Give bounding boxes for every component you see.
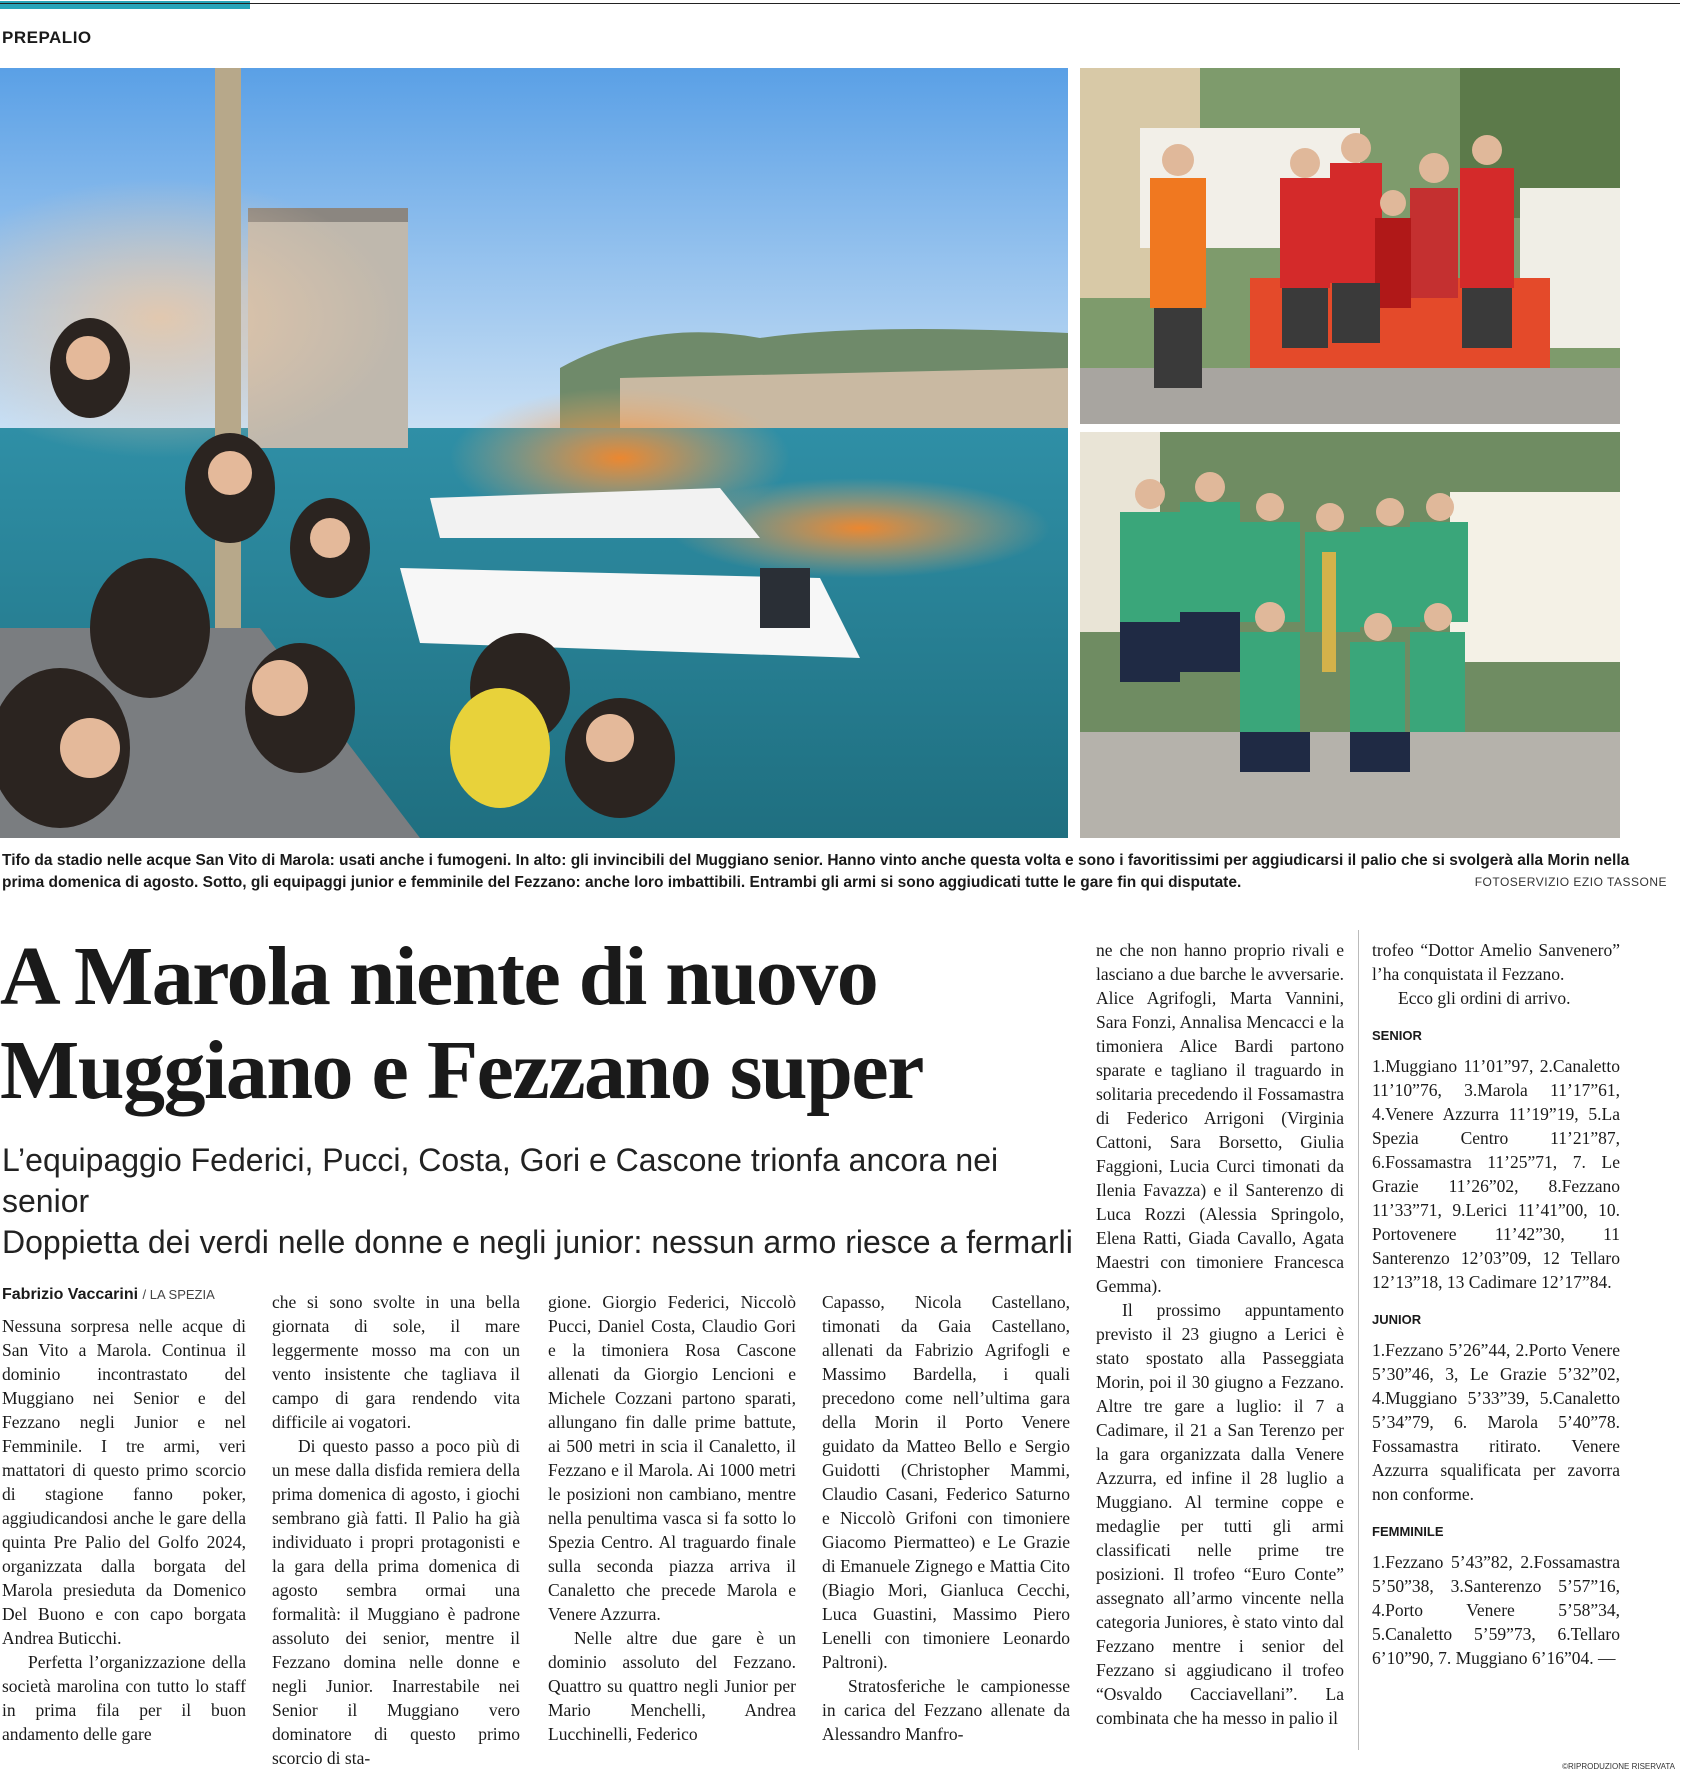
section-label: PREPALIO xyxy=(2,28,92,47)
results-senior: 1.Muggiano 11’01”97, 2.Canaletto 11’10”76, 3.Marola 11’17”61, 4.Venere Azzurra 11’19”19, 5.La Spezia Centro 11’21”87, 6.Fossamastra 11’25”71, 7. Le Grazie 11’26”02, 8.Fezzano 11’33”71, 9.Lerici 11’41”00, 10. Portovenere 11’42”30, 11 Santerenzo 12’03”09, 12 Tellaro 12’13”18, 13 Cadimare 12’17”84. xyxy=(1372,1056,1620,1292)
main-photo-illustration xyxy=(0,68,1068,838)
column-1-paragraph-2: Perfetta l’organizzazione della società marolina con tutto lo staff in prima fila per il buon andamento delle gare xyxy=(2,1652,246,1744)
column-3-paragraph-1: gione. Giorgio Federici, Niccolò Pucci, Daniel Costa, Claudio Gori e la timoniera Rosa Cascone allenati da Giorgio Lencioni e Michele Cozzani partono sparati, allungano fin dalle prime battute, ai 500 metri in scia il Canaletto, il Fezzano e il Marola. Ai 1000 metri le posizioni non cambiano, mentre nella penultima vasca si fa sotto lo Spezia Centro. Al traguardo finale sulla seconda piazza arriva il Canaletto che precede Marola e Venere Azzurra. xyxy=(548,1292,796,1624)
results-junior: 1.Fezzano 5’26”44, 2.Porto Venere 5’30”46, 3, Le Grazie 5’32”02, 4.Muggiano 5’33”39, 5.Canaletto 5’34”79, 6. Marola 5’40”78. Fossamastra ritirato. Venere Azzurra squalificata per zavorra non conforme. xyxy=(1372,1340,1620,1504)
photo-caption: Tifo da stadio nelle acque San Vito di Marola: usati anche i fumogeni. In alto: gli invincibili del Muggiano senior. Hanno vinto anche questa volta e sono i favoritissimi per aggiudicarsi il palio che si svolgerà alla Morin nella prima domenica di agosto. Sotto, gli equipaggi junior e femminile del Fezzano: anche loro imbattibili. Entrambi gli armi si sono aggiudicati tutte le gare fin qui disputate. xyxy=(2,852,1630,891)
subhead-line-2: Doppietta dei verdi nelle donne e negli junior: nessun armo riesce a fermarli xyxy=(2,1224,1073,1260)
byline-author: Fabrizio Vaccarini xyxy=(2,1286,139,1303)
column-4-paragraph-2: Stratosferiche le campionesse in carica del Fezzano allenate da Alessandro Manfro- xyxy=(822,1676,1070,1744)
byline-place: / LA SPEZIA xyxy=(142,1287,215,1302)
top-right-photo xyxy=(1080,68,1620,424)
column-5-paragraph-1: ne che non hanno proprio rivali e lasciano a due barche le avversarie. Alice Agrifogli, Marta Vannini, Sara Fonzi, Annalisa Mencacci e la timoniera Alice Bardi partono sparate e tagliano il traguardo in solitaria precedendo il Fossamastra di Federico Arrigoni (Virginia Cattoni, Sara Borsetto, Giulia Faggioni, Lucia Curci timonati da Ilenia Favazza) e il Santerenzo di Luca Rozzi (Alessia Springolo, Elena Ratti, Giada Cavallo, Agata Maestri con timoniere Francesca Gemma). xyxy=(1096,940,1344,1296)
byline xyxy=(2,1286,215,1304)
article-column-2 xyxy=(272,1290,520,1770)
results-junior-heading: JUNIOR xyxy=(1372,1312,1422,1327)
copyright-note: ©RIPRODUZIONE RISERVATA xyxy=(1562,1762,1675,1771)
results-femminile-heading: FEMMINILE xyxy=(1372,1524,1444,1539)
article-column-4 xyxy=(822,1290,1070,1746)
results-senior-heading: SENIOR xyxy=(1372,1028,1422,1043)
results-femminile: 1.Fezzano 5’43”82, 2.Fossamastra 5’50”38, 3.Santerenzo 5’57”16, 4.Porto Venere 5’58”34, 5.Canaletto 5’59”73, 6.Tellaro 6’10”90, 7. Muggiano 6’16”04. — xyxy=(1372,1552,1620,1668)
column-6-paragraph-1: trofeo “Dottor Amelio Sanvenero” l’ha conquistata il Fezzano. xyxy=(1372,940,1620,984)
column-2-paragraph-1: che si sono svolte in una bella giornata di sole, il mare leggermente mosso ma con un vento insistente che tagliava il campo di gara rendendo vita difficile ai vogatori. xyxy=(272,1292,520,1432)
subhead-line-1: L’equipaggio Federici, Pucci, Costa, Gori e Cascone trionfa ancora nei senior xyxy=(2,1142,999,1219)
article-column-6 xyxy=(1372,938,1620,1670)
headline-line-1: A Marola niente di nuovo xyxy=(0,930,878,1023)
article-column-1 xyxy=(2,1314,246,1746)
column-6-paragraph-2: Ecco gli ordini di arrivo. xyxy=(1398,988,1571,1008)
subheadline xyxy=(2,1140,1082,1263)
article-column-5 xyxy=(1096,938,1344,1730)
article-column-3 xyxy=(548,1290,796,1746)
headline xyxy=(0,930,1080,1118)
bottom-right-photo xyxy=(1080,432,1620,838)
column-1-paragraph-1: Nessuna sorpresa nelle acque di San Vito a Marola. Continua il dominio incontrastato del Muggiano nei Senior e del Fezzano negli Junior e nel Femminile. I tre armi, veri mattatori di questo primo scorcio di stagione fanno poker, aggiudicandosi anche le gare della quinta Pre Palio del Golfo 2024, organizzata dalla borgata del Marola presieduta da Domenico Del Buono e con capo borgata Andrea Buticchi. xyxy=(2,1316,246,1648)
column-4-paragraph-1: Capasso, Nicola Castellano, timonati da Gaia Castellano, allenati da Fabrizio Agrifogli e Massimo Bardella, i quali precedono come nell’ultima gara della Morin il Porto Venere guidato da Matteo Bello e Sergio Guidotti (Christopher Mammi, Claudio Casani, Federico Saturno e Niccolò Grifoni con timoniere Giacomo Piermatteo) e Le Grazie di Emanuele Zignego e Mattia Cito (Biagio Mori, Gianluca Cecchi, Luca Guastini, Massimo Piero Lenelli con timoniere Leonardo Paltroni). xyxy=(822,1292,1070,1672)
results-divider xyxy=(1358,930,1359,1750)
column-5-paragraph-2: Il prossimo appuntamento previsto il 23 giugno a Lerici è stato spostato alla Passeggiata Morin, poi il 30 giugno a Fezzano. Altre tre gare a luglio: il 7 a Cadimare, il 21 a San Terenzo per la gara organizzata dalla Venere Azzurra, ed infine il 28 luglio a Muggiano. Al termine coppe e medaglie per tutti gli armi classificati nelle prime tre posizioni. Il trofeo “Euro Conte” assegnato all’armo vincente nella categoria Juniores, è stato vinto dal Fezzano mentre i senior del Fezzano si aggiudicano il trofeo “Osvaldo Cacciavellani”. La combinata che ha messo in palio il xyxy=(1096,1300,1344,1728)
headline-line-2: Muggiano e Fezzano super xyxy=(0,1024,923,1117)
column-2-paragraph-2: Di questo passo a poco più di un mese dalla disfida remiera della prima domenica di agosto, i giochi sembrano già fatti. Il Palio ha già individuato i propri protagonisti e la gara della prima domenica di agosto sembra ormai una formalità: il Muggiano è padrone assoluto dei senior, mentre il Fezzano domina nelle donne e negli Junior. Inarrestabile nei Senior il Muggiano vero dominatore di questo primo scorcio di sta- xyxy=(272,1436,520,1768)
top-rule xyxy=(0,3,1680,4)
senior-team-illustration xyxy=(1080,68,1620,424)
photo-credit: FOTOSERVIZIO EZIO TASSONE xyxy=(1474,875,1667,889)
column-3-paragraph-2: Nelle altre due gare è un dominio assoluto del Fezzano. Quattro su quattro negli Junior per Mario Menchelli, Andrea Lucchinelli, Federico xyxy=(548,1628,796,1744)
junior-female-team-illustration xyxy=(1080,432,1620,838)
main-photo xyxy=(0,68,1068,838)
